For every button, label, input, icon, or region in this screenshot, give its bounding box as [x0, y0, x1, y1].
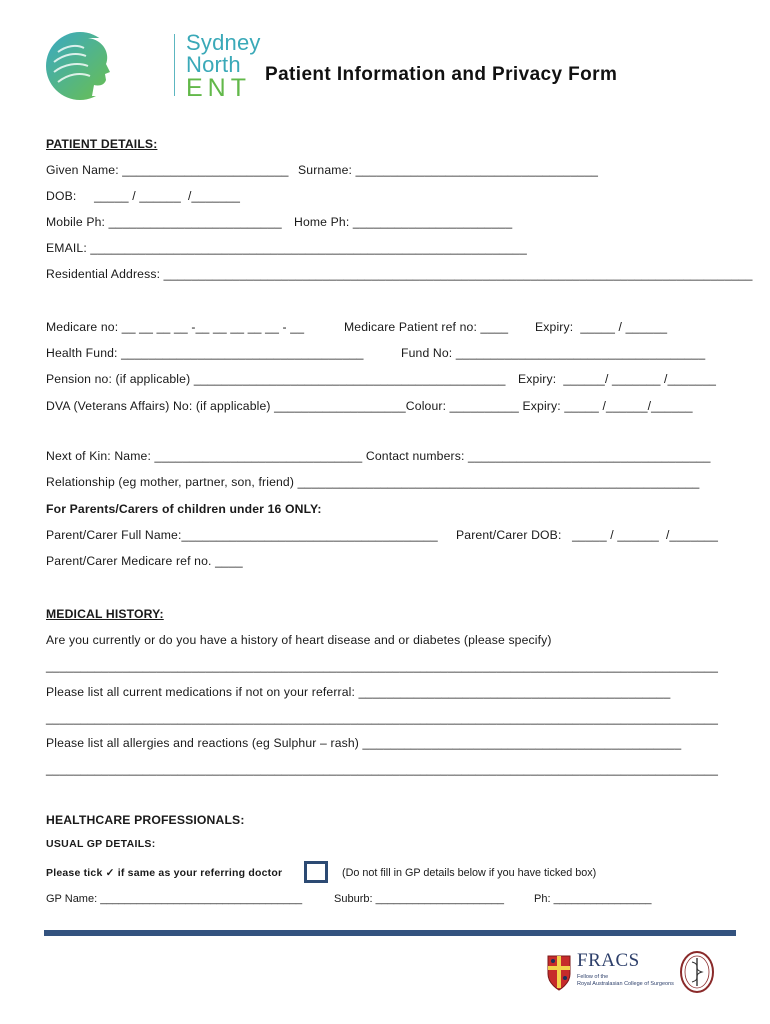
tick-label: Please tick ✓ if same as your referring doctor — [46, 867, 283, 879]
heart-disease-answer-line[interactable]: _________________________________________________________________________________________________ — [46, 659, 719, 673]
fracs-logo — [545, 948, 715, 996]
gp-suburb-field[interactable]: Suburb: _____________________ — [334, 893, 505, 905]
allergies-field[interactable]: Please list all allergies and reactions (eg Sulphur – rash) ______________________________________________ — [46, 736, 682, 750]
carer-name-field[interactable]: Parent/Carer Full Name:_____________________________________ — [46, 528, 438, 542]
logo-line-north: North — [186, 52, 241, 77]
health-fund-field[interactable]: Health Fund: ___________________________________ — [46, 346, 364, 360]
logo-line-sydney: Sydney — [186, 30, 261, 55]
medicare-expiry-field[interactable]: Expiry: _____ / ______ — [535, 320, 668, 334]
surname-field[interactable]: Surname: ___________________________________ — [298, 163, 599, 177]
sydney-north-ent-logo — [44, 30, 261, 102]
home-phone-field[interactable]: Home Ph: _______________________ — [294, 215, 513, 229]
section-healthcare-professionals: HEALTHCARE PROFESSIONALS: — [46, 813, 245, 827]
fracs-subtitle: Fellow of the Royal Australasian College of Surgeons — [577, 974, 674, 987]
caduceus-seal-icon — [679, 950, 715, 994]
mobile-phone-field[interactable]: Mobile Ph: _________________________ — [46, 215, 282, 229]
given-name-field[interactable]: Given Name: ________________________ — [46, 163, 289, 177]
residential-address-field[interactable]: Residential Address: _____________________________________________________________________________________ — [46, 267, 753, 281]
gp-phone-field[interactable]: Ph: ________________ — [534, 893, 652, 905]
medicare-number-field[interactable]: Medicare no: __ __ __ __ -__ __ __ __ __ - __ — [46, 320, 305, 334]
fund-number-field[interactable]: Fund No: ____________________________________ — [401, 346, 706, 360]
fracs-wordmark: FRACS — [577, 950, 640, 971]
dva-number-field[interactable]: DVA (Veterans Affairs) No: (if applicable) ___________________Colour: __________ Expiry: _____ /______/______ — [46, 399, 693, 413]
gp-name-field[interactable]: GP Name: _________________________________ — [46, 893, 303, 905]
section-usual-gp: USUAL GP DETAILS: — [46, 838, 156, 850]
pension-expiry-field[interactable]: Expiry: ______/ _______ /_______ — [518, 372, 717, 386]
pension-number-field[interactable]: Pension no: (if applicable) _____________________________________________ — [46, 372, 506, 386]
carer-medicare-ref-field[interactable]: Parent/Carer Medicare ref no. ____ — [46, 554, 243, 568]
college-crest-icon — [545, 952, 573, 992]
head-profile-icon — [44, 30, 120, 102]
section-patient-details: PATIENT DETAILS: — [46, 137, 158, 151]
page-title: Patient Information and Privacy Form — [265, 64, 618, 85]
email-field[interactable]: EMAIL: _______________________________________________________________ — [46, 241, 527, 255]
next-of-kin-field[interactable]: Next of Kin: Name: ______________________________ Contact numbers: ___________________________________ — [46, 449, 711, 463]
footer-divider — [44, 930, 736, 936]
section-parents-carers: For Parents/Carers of children under 16 ONLY: — [46, 502, 322, 516]
heart-disease-question: Are you currently or do you have a history of heart disease and or diabetes (please specify) — [46, 633, 552, 647]
relationship-field[interactable]: Relationship (eg mother, partner, son, friend) __________________________________________________________ — [46, 475, 700, 489]
logo-line-ent: ENT — [186, 74, 251, 102]
section-medical-history: MEDICAL HISTORY: — [46, 607, 164, 621]
carer-dob-field[interactable]: Parent/Carer DOB: _____ / ______ /_______ — [456, 528, 719, 542]
same-as-referring-doctor-checkbox[interactable] — [304, 861, 328, 883]
medications-field[interactable]: Please list all current medications if not on your referral: _____________________________________________ — [46, 685, 671, 699]
medications-answer-line[interactable]: _________________________________________________________________________________________________ — [46, 711, 719, 725]
tick-note: (Do not fill in GP details below if you have ticked box) — [342, 867, 597, 879]
allergies-answer-line[interactable]: _________________________________________________________________________________________________ — [46, 762, 719, 776]
medicare-ref-field[interactable]: Medicare Patient ref no: ____ — [344, 320, 509, 334]
dob-field[interactable]: DOB: _____ / ______ /_______ — [46, 189, 240, 203]
